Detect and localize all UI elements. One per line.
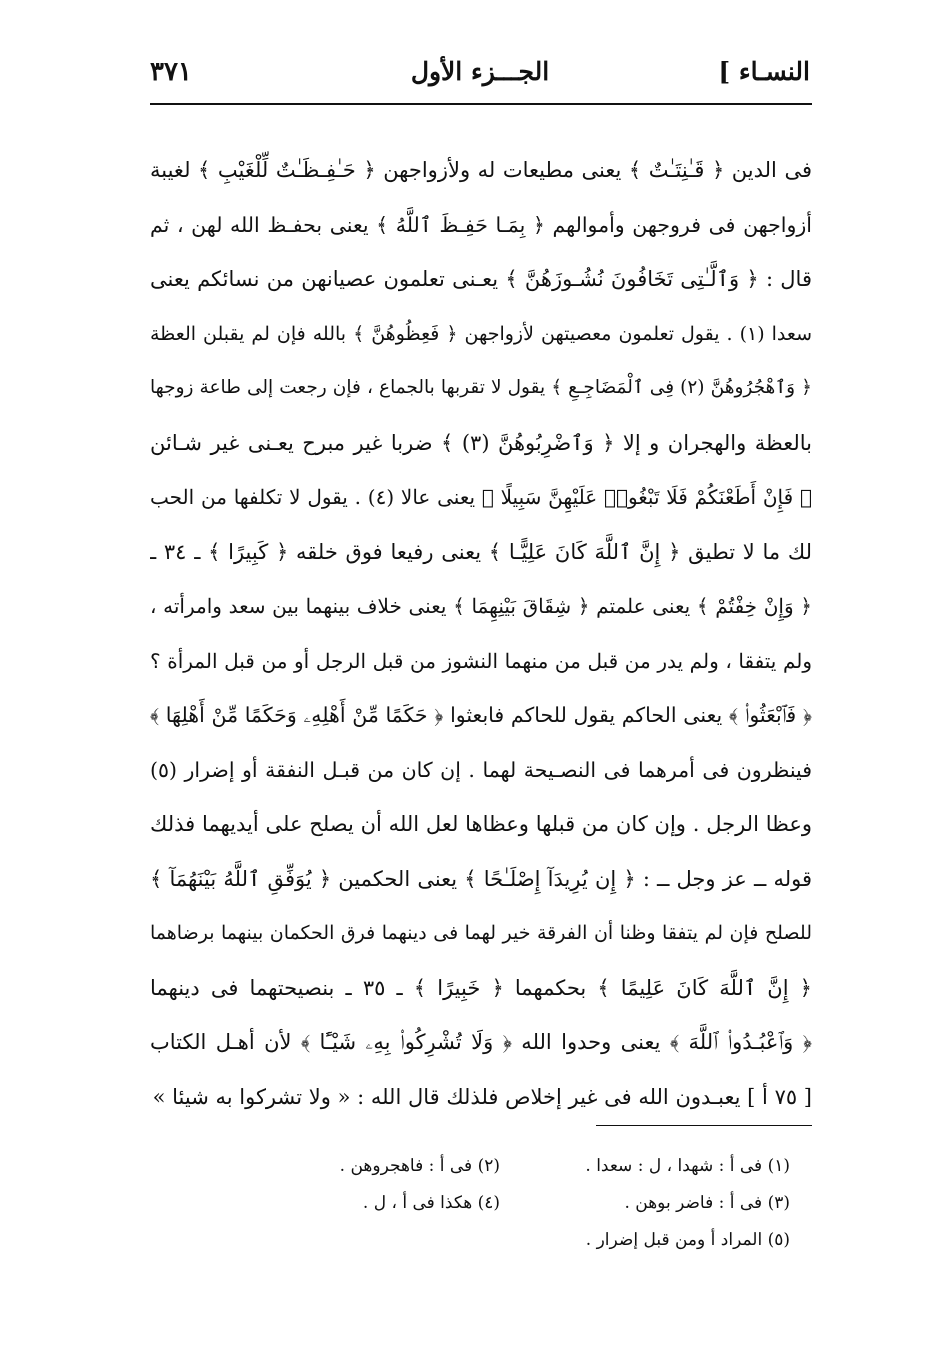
part-title: الجـــزء الأول bbox=[410, 57, 550, 86]
footnote-4: (٤) هكذا فى أ ، ل . bbox=[362, 1193, 500, 1213]
footnote-divider bbox=[596, 1125, 812, 1126]
text-line: ﴿ وَٱهْجُرُوهُنَّ (٢) فِى ٱلْمَضَاجِـعِ ﴾ يقول لا تقربها بالجماع ، فإن رجعت إلى طاعة زوجها bbox=[150, 377, 812, 398]
text-line: [ ٧٥ أ ] يعبـدون الله فى غير إخلاص فلذلك قال الله : « ولا تشركوا به شيئا » bbox=[152, 1084, 812, 1109]
text-line: للصلح فإن لم يتفقا وظنا أن الفرقة خير لهما فى دينهما فرق الحكمان بينهما برضاهما bbox=[150, 922, 812, 944]
header-divider bbox=[150, 103, 812, 105]
text-line: ولم يتفقا ، ولم يدر من قبل من منهما النشوز من قبل الرجل أو من قبل المرأة ؟ bbox=[150, 648, 812, 673]
footnote-3: (٣) فى أ : فاضر بوهن . bbox=[624, 1193, 790, 1213]
text-line: ﴿ فَٱبْعَثُوا۟ ﴾ يعنى الحاكم يقول للحاكم فابعثوا ﴿ حَكَمًا مِّنْ أَهْلِهِۦ وَحَكَمًا مِّنْ أَهْلِهَا ﴾ bbox=[150, 703, 812, 727]
text-line: ﴿ فَإِنْ أَطَعْنَكُمْ فَلَا تَبْغُوا۟ عَلَيْهِنَّ سَبِيلًا ﴾ يعنى عالا (٤) . يقول لا تكلفها من الحب bbox=[150, 485, 812, 509]
page-header bbox=[150, 55, 810, 103]
footnote-row bbox=[260, 1148, 790, 1185]
main-text bbox=[150, 143, 812, 1124]
text-line: قوله ــ عز وجل ــ : ﴿ إِن يُرِيدَآ إِصْلَـٰحًا ﴾ يعنى الحكمين ﴿ يُوَفِّقِ ٱللَّهُ بَيْنَهُمَآ ﴾ bbox=[150, 866, 812, 891]
page-number: ٣٧١ bbox=[150, 57, 192, 87]
text-line: فى الدين ﴿ قَـٰنِتَـٰتٌ ﴾ يعنى مطيعات له ولأزواجهن ﴿ حَـٰفِـظَـٰتٌ لِّلْغَيْبِ ﴾ لغيبة bbox=[150, 158, 812, 182]
footnote-2: (٢) فى أ : فاهجروهن . bbox=[339, 1156, 500, 1176]
footnote-row bbox=[260, 1222, 790, 1259]
footnotes bbox=[260, 1148, 790, 1259]
text-line: فينظرون فى أمرهما فى النصـيحة لهما . إن كان من قبـل النفقة أو إضرار (٥) bbox=[150, 757, 812, 782]
text-line: بالعظة والهجران و إلا ﴿ وَٱضْرِبُوهُنَّ (٣) ﴾ ضربا غير مبرح يعـنى غير شـائن bbox=[150, 430, 812, 455]
text-line: ﴿ وَإِنْ خِفْتُمْ ﴾ يعنى علمتم ﴿ شِقَاقَ بَيْنِهِمَا ﴾ يعنى خلاف بينهما بين سعد وامرأته ، bbox=[150, 594, 812, 618]
footnote-row bbox=[260, 1185, 790, 1222]
text-line: ﴿ إِنَّ ٱللَّهَ كَانَ عَلِيمًا ﴾ بحكمهما ﴿ خَبِيرًا ﴾ ـ ٣٥ ـ بنصيحتهما فى دينهما bbox=[150, 975, 812, 1000]
text-line: وعظا الرجل . وإن كان من قبلها وعظاها لعل الله أن يصلح على أيديهما فذلك bbox=[150, 812, 812, 836]
text-line: لك ما لا تطيق ﴿ إِنَّ ٱللَّهَ كَانَ عَلِيًّـا ﴾ يعنى رفيعا فوق خلقه ﴿ كَبِيرًا ﴾ ـ ٣٤ ـ bbox=[150, 539, 812, 564]
footnote-5: (٥) المراد أ ومن قبل إضرار . bbox=[585, 1230, 790, 1250]
text-line: ﴿ وَٱعْبُـدُوا۟ ٱللَّهَ ﴾ يعنى وحدوا الله ﴿ وَلَا تُشْرِكُوا۟ بِهِۦ شَيْـًٔا ﴾ لأن أهـل الكتاب bbox=[150, 1030, 812, 1054]
text-line: قال : ﴿ وَٱلَّـٰتِى تَخَافُونَ نُشُـوزَهُنَّ ﴾ يعـنى تعلمون عصيانهن من نسائكم يعنى bbox=[150, 267, 812, 291]
footnote-1: (١) فى أ : شهدا ، ل : سعدا . bbox=[585, 1156, 790, 1176]
text-line: أزواجهن فى فروجهن وأموالهم ﴿ بِمَـا حَفِـظَ ٱللَّهُ ﴾ يعنى بحفـظ الله لهن ، ثم bbox=[150, 212, 812, 237]
surah-title: النسـاء ] bbox=[718, 57, 810, 86]
text-line: سعدا (١) . يقول تعلمون معصيتهن لأزواجهن ﴿ فَعِظُوهُنَّ ﴾ بالله فإن لم يقبلن العظة bbox=[150, 322, 812, 345]
